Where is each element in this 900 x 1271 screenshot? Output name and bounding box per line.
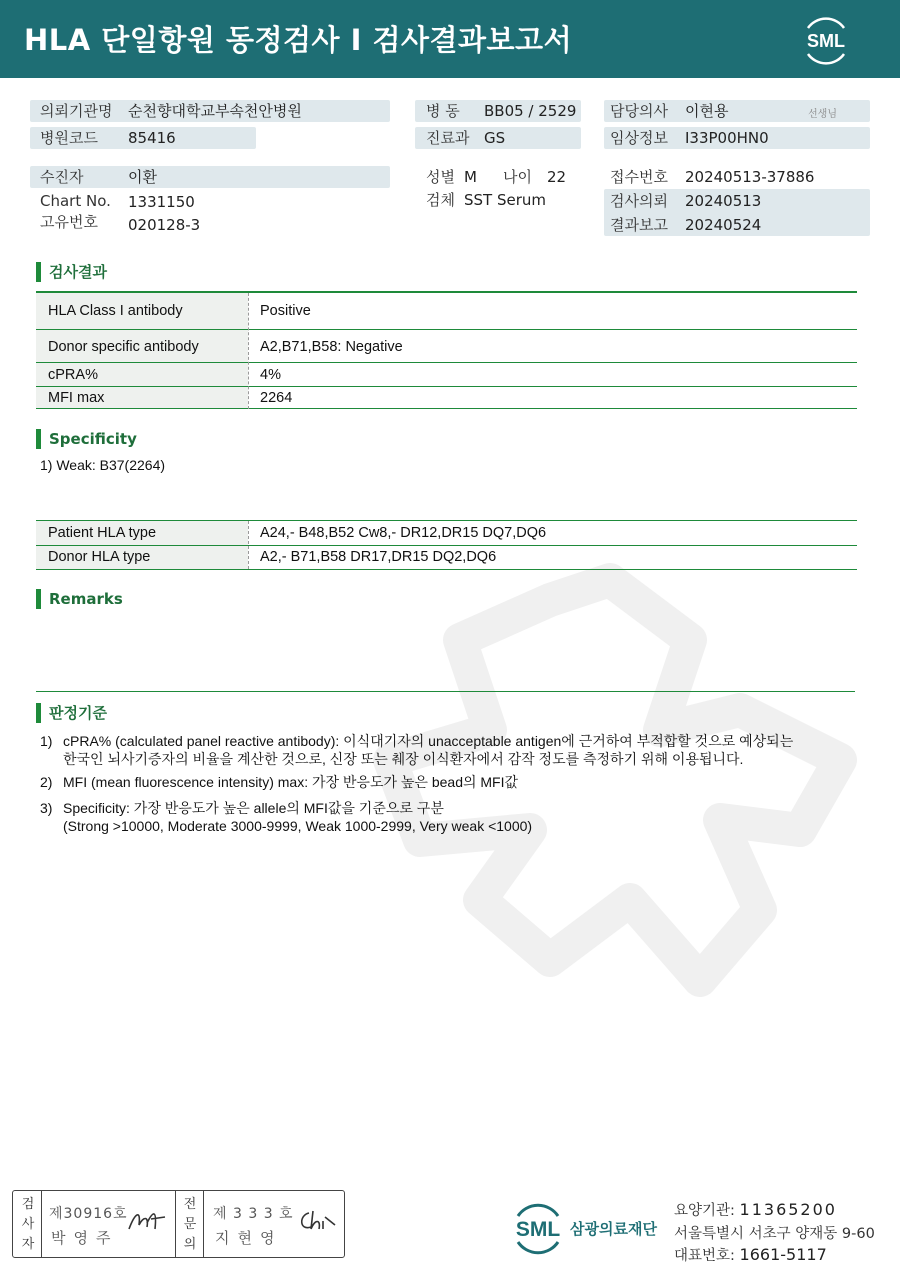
footer-address: 서울특별시 서초구 양재동 9-60 xyxy=(674,1226,875,1242)
footer-phone: 대표번호: 1661-5117 xyxy=(674,1245,827,1264)
specimen-label: 검체 xyxy=(426,191,455,209)
criteria-line: (Strong >10000, Moderate 3000-9999, Weak 1000-2999, Very weak <1000) xyxy=(63,818,533,834)
specificity-text: 1) Weak: B37(2264) xyxy=(40,457,166,473)
examiner-license: 제30916호 xyxy=(49,1206,128,1222)
doctor-value: 이현용 xyxy=(685,102,729,120)
patient-bar xyxy=(30,166,390,188)
receipt-value: 20240513-37886 xyxy=(685,168,815,186)
criteria-num: 2) xyxy=(40,774,53,790)
footer-sml-logo-icon xyxy=(508,1198,568,1258)
institution-value: 순천향대학교부속천안병원 xyxy=(128,102,302,120)
result-value-hla-class-i: Positive xyxy=(260,303,311,319)
criteria-line: 한국인 뇌사기증자의 비율을 계산한 것으로, 신장 또는 췌장 이식환자에서 감작 정도를 측정하기 위해 이용됩니다. xyxy=(63,751,744,767)
hospital-code-value: 85416 xyxy=(128,129,176,147)
result-label-hla-class-i: HLA Class I antibody xyxy=(48,303,183,319)
footer-org-name: 삼광의료재단 xyxy=(570,1220,657,1238)
result-label-cpra: cPRA% xyxy=(48,367,98,383)
report-label: 결과보고 xyxy=(610,216,668,234)
receipt-label: 접수번호 xyxy=(610,168,668,186)
criteria-num: 1) xyxy=(40,733,53,749)
ward-value: BB05 / 2529 xyxy=(484,102,577,120)
results-section-title: 검사결과 xyxy=(36,262,107,282)
examiner-signature-icon xyxy=(125,1205,169,1237)
specialist-license: 제 3 3 3 호 xyxy=(213,1206,294,1222)
examiner-col-label: 검 사 자 xyxy=(21,1197,35,1252)
result-value-dsa: A2,B71,B58: Negative xyxy=(260,339,403,355)
result-label-mfi-max: MFI max xyxy=(48,390,105,406)
request-label: 검사의뢰 xyxy=(610,192,668,210)
specialist-name: 지현영 xyxy=(215,1229,283,1247)
patient-value: 이환 xyxy=(128,168,157,186)
criteria-section-title: 판정기준 xyxy=(36,703,107,723)
sex-label: 성별 xyxy=(426,168,455,186)
remarks-divider xyxy=(36,691,855,692)
chart-value: 1331150 xyxy=(128,193,195,211)
examiner-name: 박영주 xyxy=(51,1229,119,1247)
signature-box xyxy=(12,1190,345,1258)
specificity-section-title: Specificity xyxy=(36,429,137,449)
hospital-code-label: 병원코드 xyxy=(40,129,98,147)
report-header xyxy=(0,0,900,78)
clinical-value: I33P00HN0 xyxy=(685,129,769,147)
doctor-label: 담당의사 xyxy=(610,102,668,120)
age-value: 22 xyxy=(547,168,567,186)
unique-label: 고유번호 xyxy=(40,213,98,231)
criteria-line: cPRA% (calculated panel reactive antibody): 이식대기자의 unacceptable antigen에 근거하여 부적합할 것으로 예상되는 xyxy=(63,733,794,749)
specialist-signature-icon xyxy=(295,1205,339,1237)
criteria-line: MFI (mean fluorescence intensity) max: 가장 반응도가 높은 bead의 MFI값 xyxy=(63,774,519,790)
donor-hla-value: A2,- B71,B58 DR17,DR15 DQ2,DQ6 xyxy=(260,549,497,565)
watermark-logo-icon xyxy=(360,560,880,1030)
institution-label: 의뢰기관명 xyxy=(40,102,113,120)
footer-logo-text: SML xyxy=(515,1218,561,1241)
donor-hla-label: Donor HLA type xyxy=(48,549,151,565)
hla-table-top xyxy=(36,520,857,521)
age-label: 나이 xyxy=(503,168,532,186)
chart-label: Chart No. xyxy=(40,192,111,210)
ward-label: 병 동 xyxy=(426,102,460,120)
header-logo-text: SML xyxy=(807,31,845,51)
sex-value: M xyxy=(464,168,477,186)
department-label: 진료과 xyxy=(426,129,470,147)
result-value-mfi-max: 2264 xyxy=(260,390,293,406)
footer-care-number: 요양기관: 11365200 xyxy=(674,1200,837,1219)
specimen-value: SST Serum xyxy=(464,191,547,209)
sml-logo-icon xyxy=(800,14,852,66)
request-value: 20240513 xyxy=(685,192,762,210)
criteria-num: 3) xyxy=(40,800,53,816)
department-value: GS xyxy=(484,129,506,147)
result-label-dsa: Donor specific antibody xyxy=(48,339,199,355)
patient-hla-value: A24,- B48,B52 Cw8,- DR12,DR15 DQ7,DQ6 xyxy=(260,525,547,541)
remarks-section-title: Remarks xyxy=(36,589,123,609)
unique-value: 020128-3 xyxy=(128,216,201,234)
report-value: 20240524 xyxy=(685,216,762,234)
report-title: HLA 단일항원 동정검사 I 검사결과보고서 xyxy=(24,23,573,57)
patient-hla-label: Patient HLA type xyxy=(48,525,157,541)
results-table-top xyxy=(36,291,857,293)
specialist-col-label: 전 문 의 xyxy=(183,1197,197,1252)
patient-label: 수진자 xyxy=(40,168,84,186)
clinical-label: 임상정보 xyxy=(610,129,668,147)
doctor-suffix: 선생님 xyxy=(808,109,837,120)
criteria-line: Specificity: 가장 반응도가 높은 allele의 MFI값을 기준으로 구분 xyxy=(63,800,444,816)
result-value-cpra: 4% xyxy=(260,367,281,383)
